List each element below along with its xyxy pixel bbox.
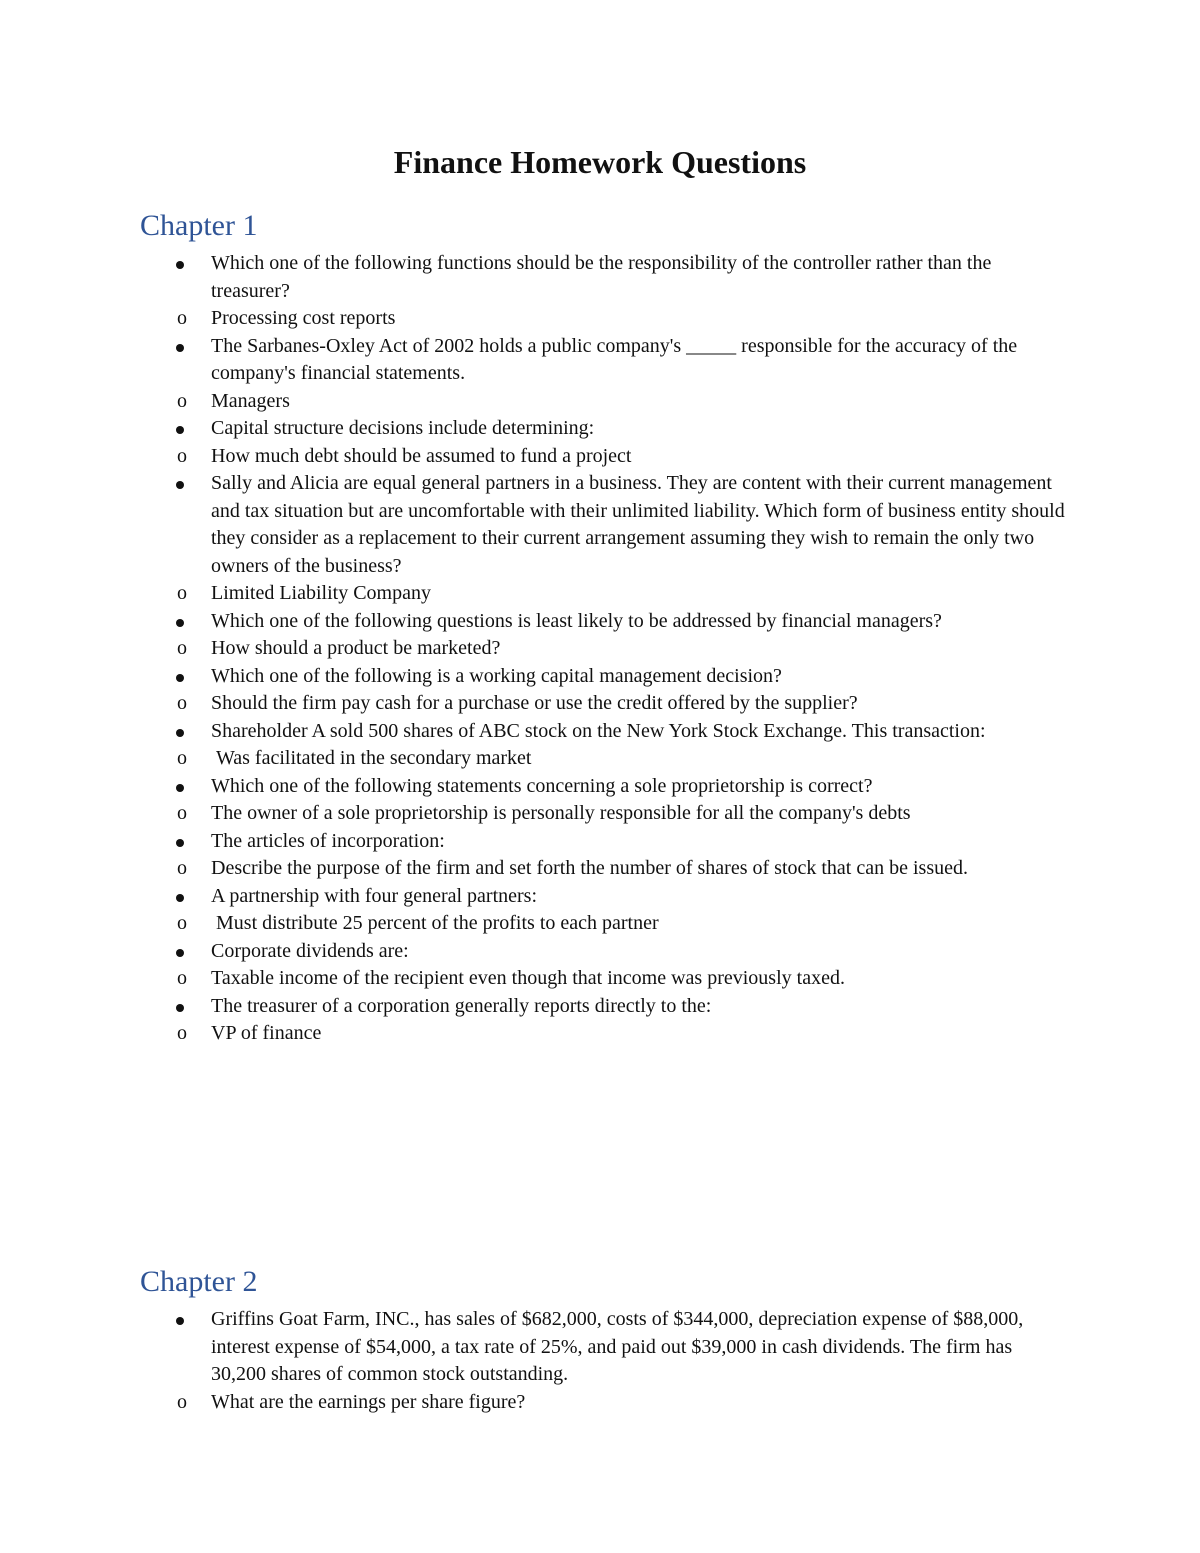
question-item — [140, 1306, 1070, 1389]
answer-item — [140, 800, 1070, 828]
answer-text: Must distribute 25 percent of the profits to each partner — [211, 912, 659, 934]
question-item — [140, 718, 1070, 746]
question-text: The articles of incorporation: — [211, 829, 445, 852]
question-text: Shareholder A sold 500 shares of ABC stock on the New York Stock Exchange. This transaction: — [211, 719, 986, 742]
answer-item — [140, 388, 1070, 416]
question-item — [140, 883, 1070, 911]
bullet-icon — [176, 261, 184, 269]
question-text: Griffins Goat Farm, INC., has sales of $682,000, costs of $344,000, depreciation expense of $88,000, interest expense of $54,000, a tax rate of 25%, and paid out $39,000 in cash dividends. The firm has 30,200 shares of common stock outstanding. — [211, 1308, 1024, 1385]
answer-marker-icon: o — [177, 967, 187, 989]
chapter-heading: Chapter 2 — [140, 1265, 258, 1298]
question-text: Capital structure decisions include determining: — [211, 417, 595, 439]
question-item — [140, 773, 1070, 801]
answer-marker-icon: o — [177, 637, 187, 659]
bullet-icon — [176, 1317, 184, 1325]
question-text: Which one of the following statements concerning a sole proprietorship is correct? — [211, 774, 873, 797]
question-item — [140, 828, 1070, 856]
question-item — [140, 608, 1070, 636]
answer-marker-icon: o — [177, 582, 187, 604]
bullet-icon — [176, 426, 184, 434]
answer-marker-icon: o — [177, 444, 187, 467]
answer-item — [140, 965, 1070, 993]
question-item — [140, 333, 1070, 388]
bullet-icon — [176, 949, 184, 957]
chapter-2-section — [140, 1262, 1070, 1416]
answer-item — [140, 580, 1070, 608]
answer-marker-icon: o — [177, 307, 187, 329]
question-item — [140, 938, 1070, 966]
question-text: The treasurer of a corporation generally reports directly to the: — [211, 994, 712, 1017]
answer-marker-icon: o — [177, 1390, 187, 1413]
question-text: Which one of the following questions is least likely to be addressed by financial managers? — [211, 609, 942, 632]
answer-item — [140, 635, 1070, 663]
bullet-icon — [176, 619, 184, 627]
question-text: A partnership with four general partners: — [211, 884, 538, 907]
chapter-1-section — [140, 206, 1070, 1048]
answer-item — [140, 1389, 1070, 1417]
answer-marker-icon: o — [177, 912, 187, 934]
answer-item — [140, 443, 1070, 471]
answer-text: How should a product be marketed? — [211, 637, 501, 659]
answer-text: Managers — [211, 389, 290, 412]
answer-text: How much debt should be assumed to fund a project — [211, 444, 632, 467]
answer-text: What are the earnings per share figure? — [211, 1390, 526, 1413]
answer-text: Describe the purpose of the firm and set forth the number of shares of stock that can be issued. — [211, 857, 968, 879]
question-item — [140, 470, 1070, 580]
bullet-icon — [176, 839, 184, 847]
bullet-icon — [176, 481, 184, 489]
answer-item — [140, 745, 1070, 773]
answer-item — [140, 910, 1070, 938]
answer-text: Should the firm pay cash for a purchase or use the credit offered by the supplier? — [211, 692, 858, 714]
bullet-icon — [176, 894, 184, 902]
page-title: Finance Homework Questions — [393, 144, 807, 180]
question-text: The Sarbanes-Oxley Act of 2002 holds a public company's _____ responsible for the accuracy of the company's financial statements. — [211, 334, 1018, 384]
answer-text: Was facilitated in the secondary market — [211, 747, 532, 769]
answer-text: Processing cost reports — [211, 307, 396, 329]
answer-marker-icon: o — [177, 802, 187, 824]
answer-item — [140, 690, 1070, 718]
question-item — [140, 663, 1070, 691]
answer-item — [140, 855, 1070, 883]
bullet-icon — [176, 784, 184, 792]
question-text: Corporate dividends are: — [211, 939, 409, 962]
answer-text: Taxable income of the recipient even though that income was previously taxed. — [211, 967, 845, 989]
answer-marker-icon: o — [177, 747, 187, 769]
chapter-heading: Chapter 1 — [140, 209, 258, 242]
answer-item — [140, 1020, 1070, 1048]
answer-item — [140, 305, 1070, 333]
answer-text: VP of finance — [211, 1022, 322, 1044]
answer-marker-icon: o — [177, 857, 187, 879]
question-list — [140, 1306, 1070, 1416]
answer-text: Limited Liability Company — [211, 582, 431, 604]
answer-marker-icon: o — [177, 692, 187, 714]
bullet-icon — [176, 1004, 184, 1012]
question-item — [140, 993, 1070, 1021]
question-item — [140, 250, 1070, 305]
bullet-icon — [176, 674, 184, 682]
bullet-icon — [176, 729, 184, 737]
answer-marker-icon: o — [177, 1022, 187, 1044]
question-text: Which one of the following functions should be the responsibility of the controller rather than the treasurer? — [211, 252, 992, 302]
question-item — [140, 415, 1070, 443]
question-list — [140, 250, 1070, 1048]
question-text: Which one of the following is a working capital management decision? — [211, 664, 782, 687]
answer-marker-icon: o — [177, 389, 187, 412]
question-text: Sally and Alicia are equal general partners in a business. They are content with their current management and tax situation but are uncomfortable with their unlimited liability. Which form of business entity should they consider as a replacement to their current arrangement assuming they wish to remain the only two owners of the business? — [211, 472, 1065, 577]
answer-text: The owner of a sole proprietorship is personally responsible for all the company's debts — [211, 802, 911, 824]
bullet-icon — [176, 344, 184, 352]
